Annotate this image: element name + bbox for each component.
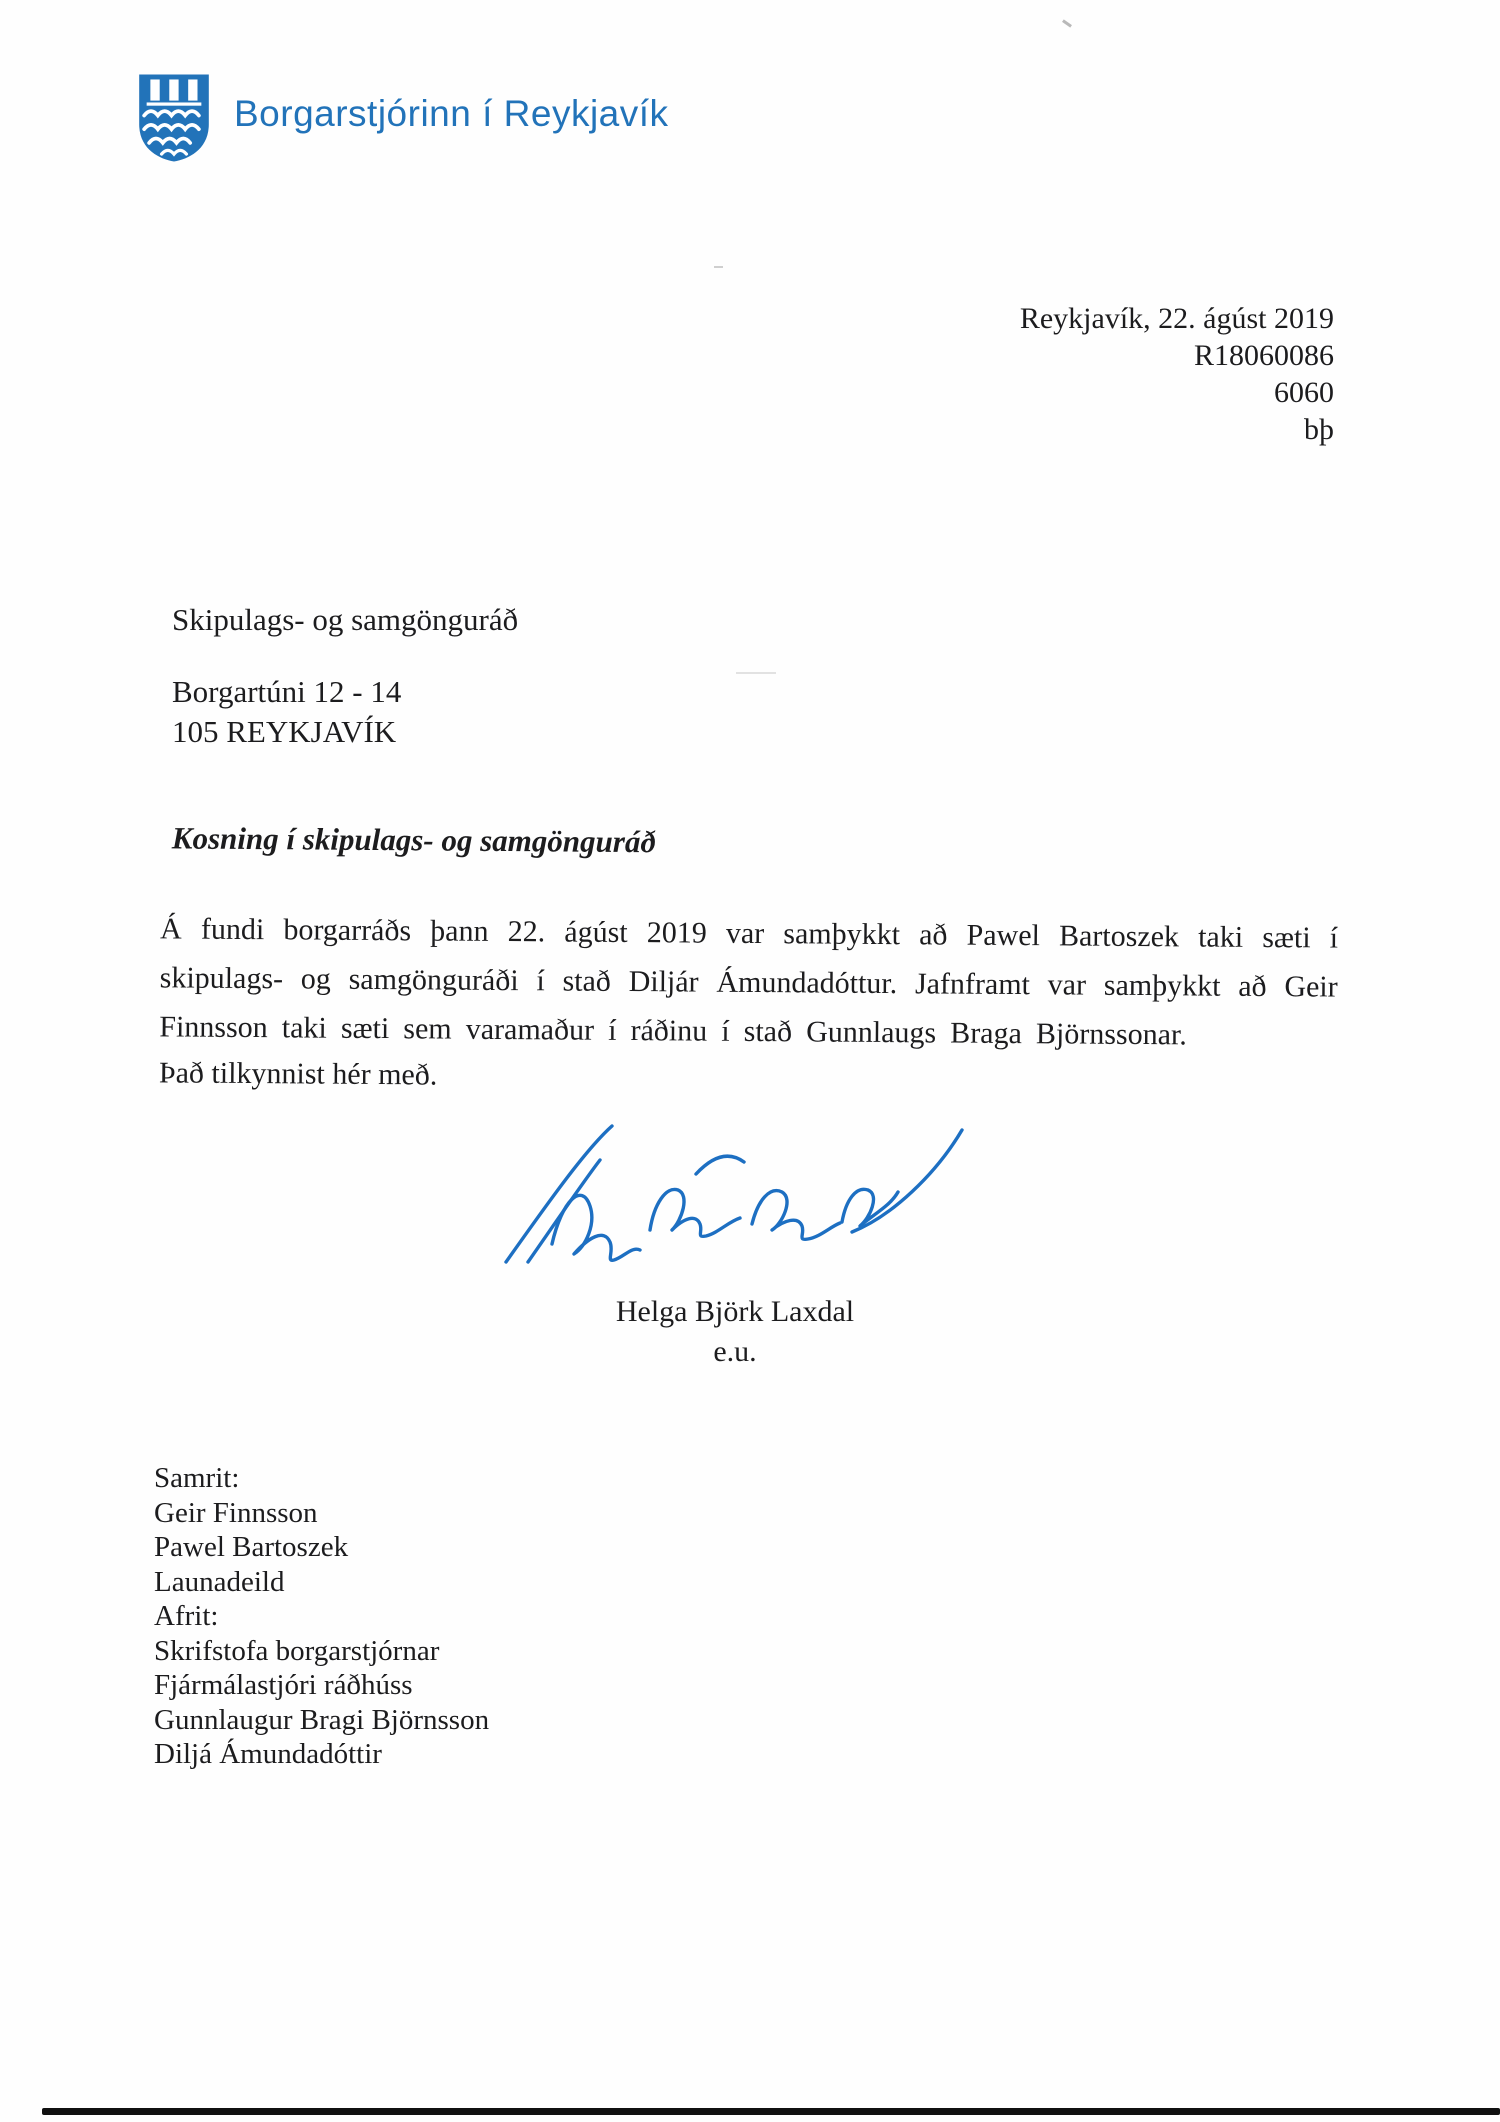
reference-number: R18060086 <box>1193 339 1334 372</box>
recipient-block <box>172 600 518 752</box>
recipient-name: Skipulags- og samgönguráð <box>172 602 519 637</box>
subject-line: Kosning í skipulags- og samgönguráð <box>171 820 657 860</box>
scan-speck <box>736 672 776 674</box>
samrit-item: Launadeild <box>154 1565 285 1598</box>
meta-block <box>1020 300 1334 448</box>
scan-edge-artifact <box>42 2108 1500 2115</box>
samrit-item: Geir Finnsson <box>154 1496 318 1529</box>
afrit-item: Fjármálastjóri ráðhúss <box>154 1669 413 1701</box>
letter-body <box>0 817 1500 1092</box>
body-paragraph-1: Á fundi borgarráðs þann 22. ágúst 2019 var samþykkt að Pawel Bartoszek taki sæti í skipulags- og samgönguráði í stað Diljár Ámundadóttur. Jafnframt var samþykkt að Geir Finnsson taki sæti sem varamaður í ráðinu í stað Gunnlaugs Braga Björnssonar. <box>159 912 1339 1052</box>
samrit-item: Pawel Bartoszek <box>154 1531 349 1563</box>
signer-name: Helga Björk Laxdal <box>615 1295 855 1328</box>
afrit-item: Skrifstofa borgarstjórnar <box>154 1634 440 1667</box>
clerk-initials: bþ <box>1304 413 1334 446</box>
case-number: 6060 <box>1274 376 1334 409</box>
reykjavik-coat-of-arms-icon <box>136 72 212 164</box>
distribution-list <box>154 1461 489 1772</box>
samrit-label: Samrit: <box>154 1462 240 1494</box>
recipient-address-line2: 105 REYKJAVÍK <box>172 714 397 749</box>
afrit-item: Diljá Ámundadóttir <box>154 1738 382 1770</box>
scan-speck <box>714 266 723 268</box>
recipient-address-line1: Borgartúni 12 - 14 <box>172 674 402 709</box>
signature-block <box>500 1112 970 1369</box>
scan-speck <box>1062 19 1072 27</box>
date-line: Reykjavík, 22. ágúst 2019 <box>1019 302 1334 335</box>
afrit-label: Afrit: <box>154 1600 219 1632</box>
body-paragraph-2: Það tilkynnist hér með. <box>158 1056 438 1092</box>
signer-title: e.u. <box>713 1335 757 1368</box>
org-name: Borgarstjórinn í Reykjavík <box>234 93 669 134</box>
handwritten-signature-icon <box>500 1112 970 1268</box>
afrit-item: Gunnlaugur Bragi Björnsson <box>154 1703 490 1736</box>
